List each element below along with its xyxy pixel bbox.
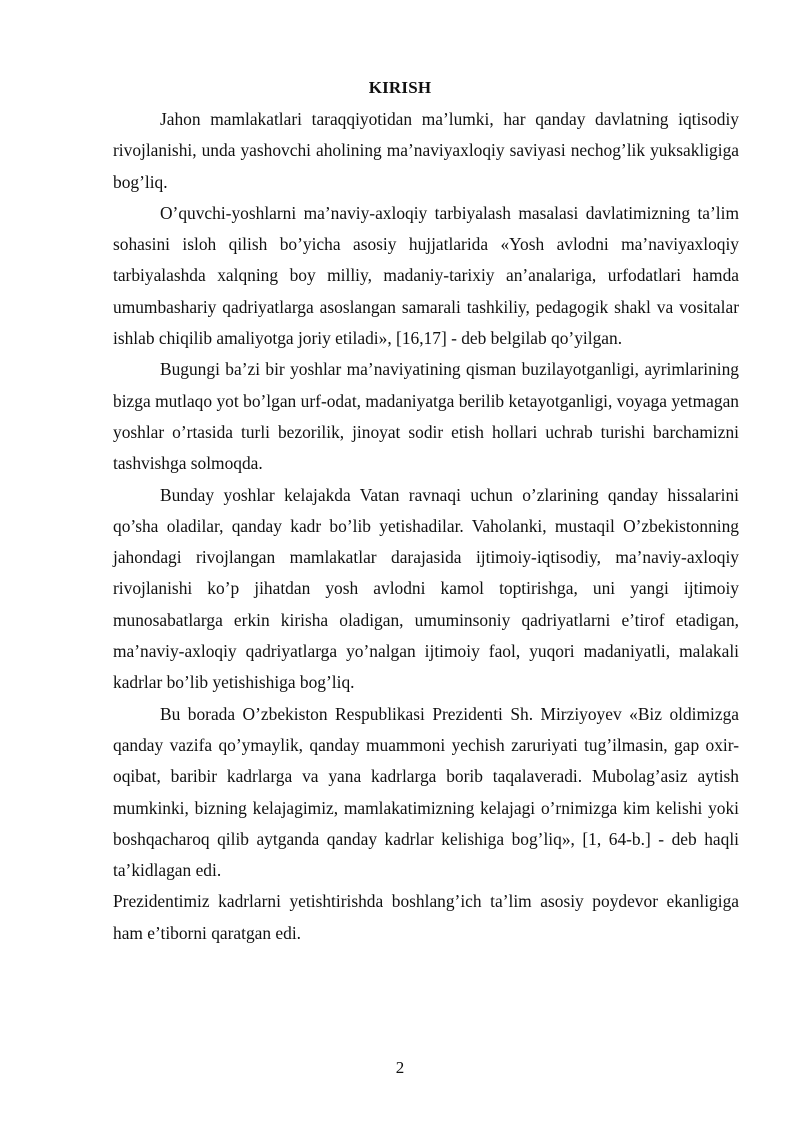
paragraph: Bunday yoshlar kelajakda Vatan ravnaqi uchun o’zlarining qanday hissalarini qo’sha oladilar, qanday kadr bo’lib yetishadilar. Vaholanki, mustaqil O’zbekistonning jahondagi rivojlangan mamlakatlar darajasida ijtimoiy-iqtisodiy, ma’naviy-axloqiy rivojlanishi ko’p jihatdan yosh avlodni kamol toptirishga, uni yangi ijtimoiy munosabatlarga erkin kirisha oladigan, umuminsoniy qadriyatlarni e’tirof etadigan, ma’naviy-axloqiy qadriyatlarga yo’nalgan ijtimoiy faol, yuqori madaniyatli, malakali kadrlar bo’lib yetishishiga bog’liq. — [113, 484, 739, 693]
section-title: KIRISH — [368, 78, 432, 97]
paragraph: Bu borada O’zbekiston Respublikasi Prezidenti Sh. Mirziyoyev «Biz oldimizga qanday vazifa qo’ymaylik, qanday muammoni yechish zaruriyati tug’ilmasin, gap oxir-oqibat, baribir kadrlarga va yana kadrlarga borib taqalaveradi. Mubolag’asiz aytish mumkinki, bizning kelajagimiz, mamlakatimizning kelajagi o’rnimizga kim kelishi yoki boshqacharoq qilib aytganda qanday kadrlar kelishiga bog’liq», [1, 64-b.] - deb haqli ta’kidlagan edi. — [113, 703, 739, 881]
paragraph: Jahon mamlakatlari taraqqiyotidan ma’lumki, har qanday davlatning iqtisodiy rivojlanishi, unda yashovchi aholining ma’naviyaxloqiy saviyasi nechog’lik yuksakligiga bog’liq. — [113, 109, 739, 192]
paragraph: Prezidentimiz kadrlarni yetishtirishda boshlang’ich ta’lim asosiy poydevor ekanligiga ham e’tiborni qaratgan edi. — [113, 891, 739, 943]
paragraph: O’quvchi-yoshlarni ma’naviy-axloqiy tarbiyalash masalasi davlatimizning ta’lim sohasini isloh qilish bo’yicha asosiy hujjatlarida «Yosh avlodni ma’naviyaxloqiy tarbiyalashda xalqning boy milliy, madaniy-tarixiy an’analariga, urfodatlari hamda umumbashariy qadriyatlarga asoslangan samarali tashkiliy, pedagogik shakl va vositalar ishlab chiqilib amaliyotga joriy etiladi», [16,17] - deb belgilab qo’yilgan. — [113, 202, 739, 349]
page-number: 2 — [395, 1058, 405, 1077]
paragraph: Bugungi ba’zi bir yoshlar ma’naviyatining qisman buzilayotganligi, ayrimlarining bizga mutlaqo yot bo’lgan urf-odat, madaniyatga berilib ketayotganligi, voyaga yetmagan yoshlar o’rtasida turli bezorilik, jinoyat sodir etish hollari uchrab turishi barchamizni tashvishga solmoqda. — [113, 359, 739, 474]
document-body — [113, 104, 739, 949]
